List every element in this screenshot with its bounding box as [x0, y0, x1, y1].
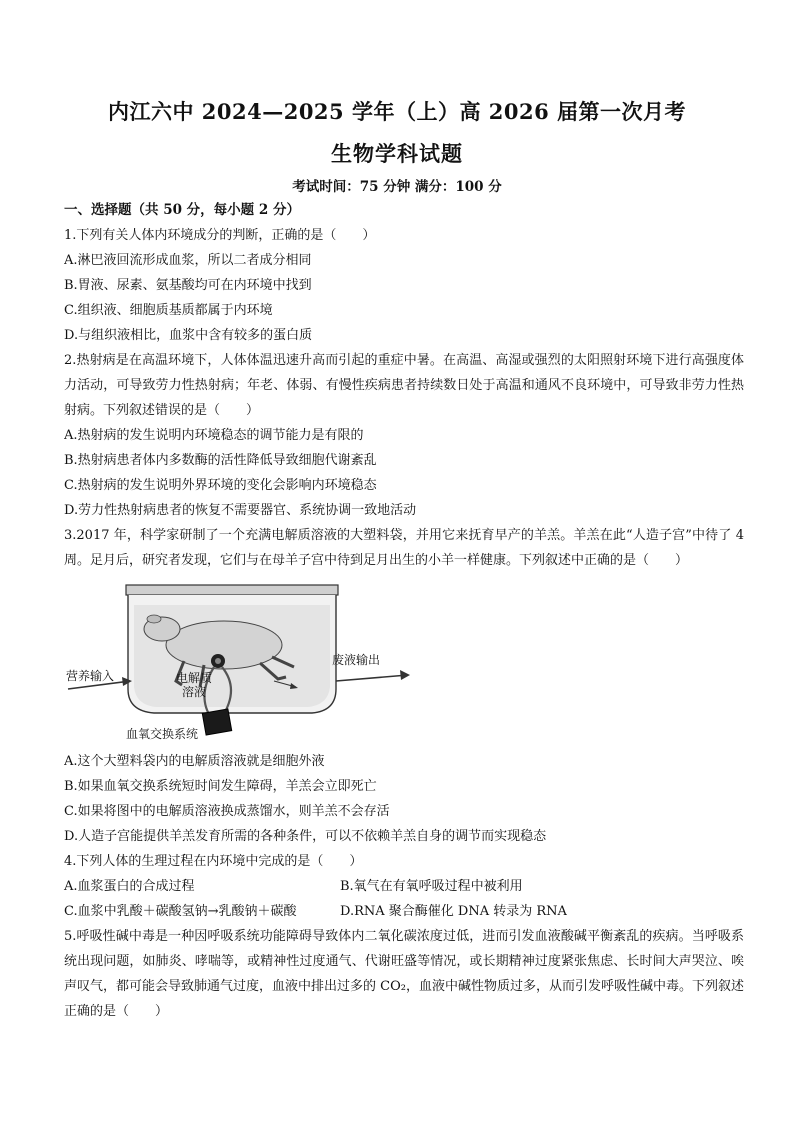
question-3-option-c: C.如果将图中的电解质溶液换成蒸馏水，则羊羔不会存活 — [64, 804, 390, 819]
question-4-stem: 4.下列人体的生理过程在内环境中完成的是（ ） — [64, 854, 363, 869]
label-nutrient-input: 营养输入 — [66, 669, 115, 683]
question-1-option-d: D.与组织液相比，血浆中含有较多的蛋白质 — [64, 328, 313, 343]
question-1-option-b: B.胃液、尿素、氨基酸均可在内环境中找到 — [64, 278, 312, 293]
artificial-womb-figure — [64, 577, 414, 745]
question-1-option-a: A.淋巴液回流形成血浆，所以二者成分相同 — [64, 253, 312, 268]
question-1-stem: 1.下列有关人体内环境成分的判断，正确的是（ ） — [64, 228, 376, 243]
question-2-option-a: A.热射病的发生说明内环境稳态的调节能力是有限的 — [64, 428, 364, 443]
subject-title: 生物学科试题 — [331, 141, 463, 166]
question-1-option-c: C.组织液、细胞质基质都属于内环境 — [64, 303, 273, 318]
question-4-option-d: D.RNA 聚合酶催化 DNA 转录为 RNA — [340, 904, 567, 919]
question-4-option-c: C.血浆中乳酸＋碳酸氢钠→乳酸钠＋碳酸 — [64, 904, 297, 919]
question-4-options-row-2 — [64, 899, 744, 924]
question-4-options-row-1 — [64, 874, 744, 899]
question-2-stem: 2.热射病是在高温环境下，人体体温迅速升高而引起的重症中暑。在高温、高湿或强烈的太阳照射环境下进行高强度体力活动，可导致劳力性热射病；年老、体弱、有慢性疾病患者持续数日处于高温和通风不良环境中，可导致非劳力性热射病。下列叙述错误的是（ ） — [64, 353, 744, 418]
exam-title: 内江六中 2024—2025 学年（上）高 2026 届第一次月考 — [107, 99, 687, 124]
label-electrolyte: 电解质 溶液 — [176, 671, 213, 699]
question-4-option-b: B.氧气在有氧呼吸过程中被利用 — [340, 879, 523, 894]
question-3-option-b: B.如果血氧交换系统短时间发生障碍，羊羔会立即死亡 — [64, 779, 377, 794]
exam-info: 考试时间：75 分钟 满分：100 分 — [292, 179, 502, 195]
question-3-option-a: A.这个大塑料袋内的电解质溶液就是细胞外液 — [64, 754, 325, 769]
bag-top-frame — [126, 585, 338, 595]
question-2-option-c: C.热射病的发生说明外界环境的变化会影响内环境稳态 — [64, 478, 377, 493]
section-title: 一、选择题（共 50 分，每小题 2 分） — [64, 202, 300, 218]
waste-tube — [336, 675, 408, 681]
question-2-option-d: D.劳力性热射病患者的恢复不需要器官、系统协调一致地活动 — [64, 503, 417, 518]
question-3-option-d: D.人造子宫能提供羊羔发育所需的各种条件，可以不依赖羊羔自身的调节而实现稳态 — [64, 829, 547, 844]
question-4-option-a: A.血浆蛋白的合成过程 — [64, 879, 195, 894]
question-5-stem: 5.呼吸性碱中毒是一种因呼吸系统功能障碍导致体内二氧化碳浓度过低，进而引发血液酸碱平衡紊乱的疾病。当呼吸系统出现问题，如肺炎、哮喘等，或精神性过度通气、代谢旺盛等情况，或长期精神过度紧张焦虑、长时间大声哭泣、唉声叹气，都可能会导致肺通气过度，血液中排出过多的 CO₂，血液中碱性物质过多，从而引发呼吸性碱中毒。下列叙述正确的是（ ） — [64, 929, 744, 1019]
question-3-stem: 3.2017 年，科学家研制了一个充满电解质溶液的大塑料袋，并用它来抚育早产的羊羔。羊羔在此“人造子宫”中待了 4 周。足月后，研究者发现，它们与在母羊子宫中待到足月出生的小羊一样健康。下列叙述中正确的是（ ） — [64, 528, 744, 568]
label-waste-output: 废液输出 — [332, 653, 381, 667]
question-2-option-b: B.热射病患者体内多数酶的活性降低导致细胞代谢紊乱 — [64, 453, 377, 468]
blood-oxygen-exchange-box — [202, 709, 231, 735]
question-content — [64, 198, 744, 1024]
label-exchange-system: 血氧交换系统 — [126, 727, 199, 741]
